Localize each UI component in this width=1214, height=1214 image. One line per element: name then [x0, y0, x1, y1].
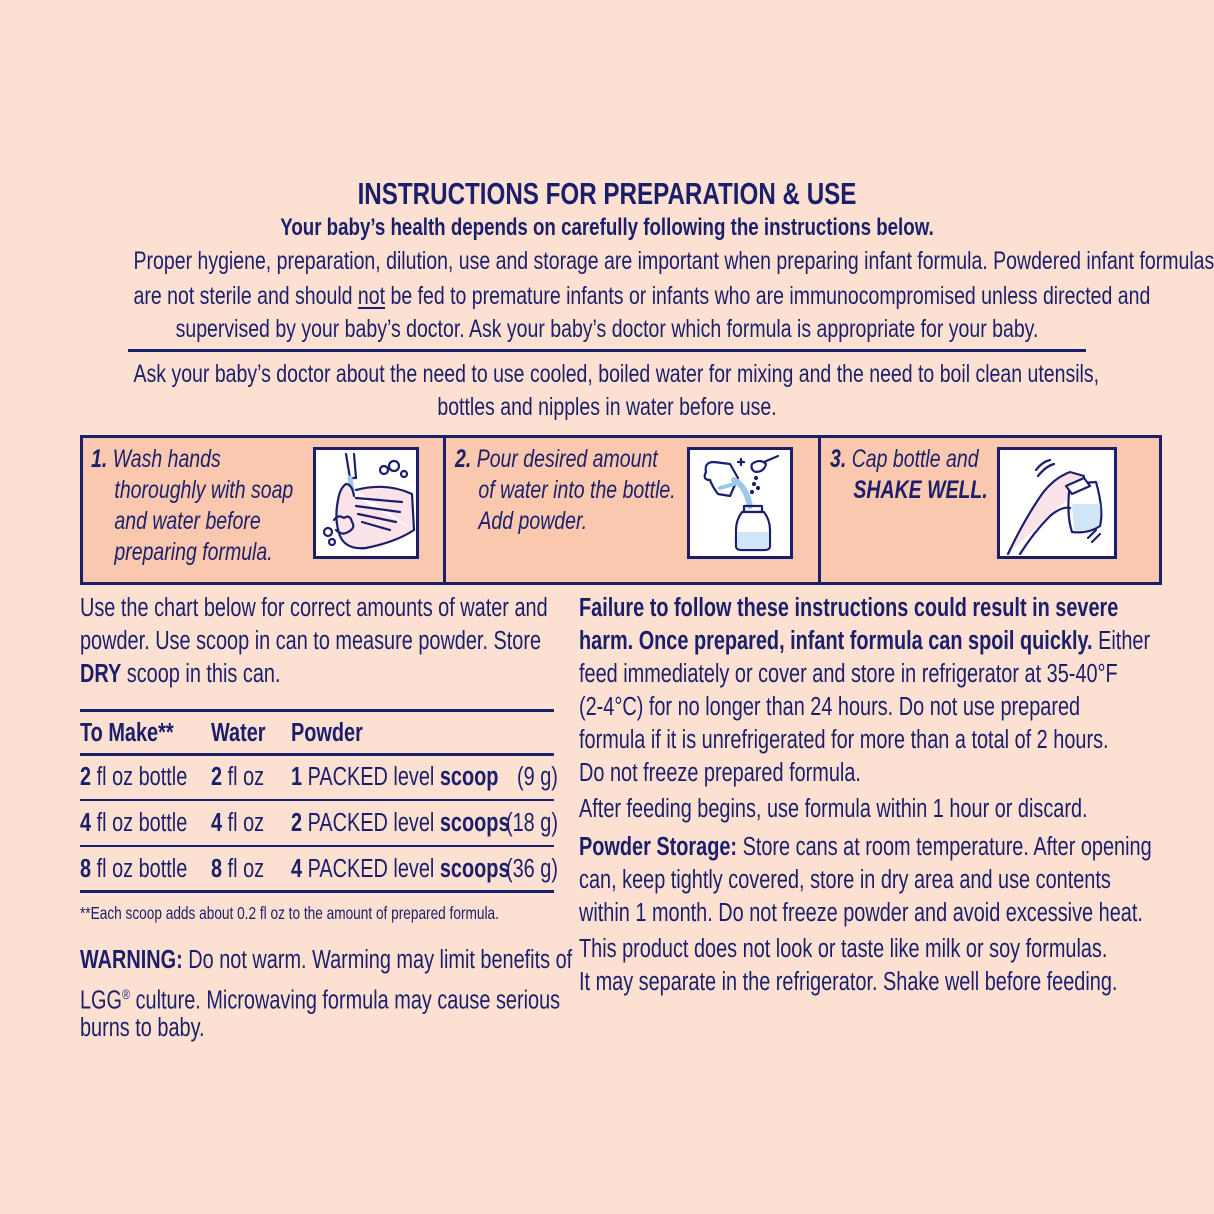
header-powder: Powder — [291, 719, 363, 747]
chart-intro-line-3-rest: scoop in this can. — [121, 660, 281, 688]
chart-intro-line-1: Use the chart below for correct amounts of water and — [80, 594, 548, 622]
product-note-line-2: It may separate in the refrigerator. Shake well before feeding. — [579, 968, 1118, 996]
page-subtitle: Your baby’s health depends on carefully following the instructions below. — [280, 214, 934, 241]
powder-desc: PACKED level — [302, 763, 440, 791]
warning-text: culture. Microwaving formula may cause serious — [130, 986, 561, 1015]
step-line: Wash hands — [112, 445, 221, 473]
storage-line: Do not freeze prepared formula. — [579, 759, 861, 787]
water-unit: fl oz — [222, 809, 265, 837]
header-water: Water — [211, 719, 266, 747]
warning-line-1 — [80, 944, 572, 977]
table-row — [80, 849, 558, 889]
powder-storage-text: Store cans at room temperature. After opening — [737, 833, 1152, 861]
storage-line: (2-4°C) for no longer than 24 hours. Do not use prepared — [579, 693, 1081, 721]
step-divider — [443, 438, 446, 582]
row-rule — [80, 845, 554, 847]
intro-line-1: Proper hygiene, preparation, dilution, use and storage are important when preparing infant formula. Powdered infant formulas — [133, 247, 1214, 275]
powder-desc: PACKED level — [302, 809, 440, 837]
step-line: Add powder. — [478, 507, 588, 535]
powder-unit: scoops — [439, 855, 510, 883]
powder-storage-line-1 — [579, 831, 1152, 864]
powder-grams: (36 g) — [506, 855, 558, 883]
shake-bottle-icon — [997, 447, 1117, 559]
table-row — [80, 757, 558, 797]
pour-water-add-powder-icon — [687, 447, 793, 559]
row-rule — [80, 799, 554, 801]
warning-line-3: burns to baby. — [80, 1014, 205, 1042]
make-unit: fl oz bottle — [91, 855, 188, 883]
make-amount: 8 — [80, 855, 92, 883]
storage-line: formula if it is unrefrigerated for more than a total of 2 hours. — [579, 726, 1109, 754]
spoil-warning: harm. Once prepared, infant formula can spoil quickly. — [579, 627, 1093, 655]
warning-label: WARNING: — [80, 946, 183, 974]
powder-grams: (18 g) — [506, 809, 558, 837]
boil-water-line-1: Ask your baby’s doctor about the need to use cooled, boiled water for mixing and the need to boil clean utensils, — [133, 360, 1100, 388]
step-1 — [91, 444, 350, 568]
failure-warning-line-1: Failure to follow these instructions could result in severe — [579, 594, 1119, 622]
water-unit: fl oz — [222, 763, 265, 791]
step-number: 1. — [91, 445, 108, 473]
powder-storage-line-3: within 1 month. Do not freeze powder and avoid excessive heat. — [579, 899, 1143, 927]
make-unit: fl oz bottle — [91, 763, 188, 791]
powder-storage-label: Powder Storage: — [579, 833, 738, 861]
intro-line-3: supervised by your baby’s doctor. Ask your baby’s doctor which formula is appropriate for your baby. — [175, 315, 1039, 343]
table-footnote: **Each scoop adds about 0.2 fl oz to the amount of prepared formula. — [80, 903, 499, 923]
step-line: and water before — [114, 507, 261, 535]
water-unit: fl oz — [222, 855, 265, 883]
lgg-text: LGG — [80, 986, 123, 1015]
storage-line: feed immediately or cover and store in refrigerator at 35-40°F — [579, 660, 1118, 688]
product-note-line-1: This product does not look or taste like milk or soy formulas. — [579, 935, 1108, 963]
failure-text: Either — [1092, 627, 1151, 655]
step-divider — [818, 438, 821, 582]
table-header-rule — [80, 753, 554, 756]
registered-mark: ® — [122, 986, 131, 1002]
powder-storage-line-2: can, keep tightly covered, store in dry area and use contents — [579, 866, 1111, 894]
powder-amount: 4 — [291, 855, 303, 883]
chart-intro-line-3 — [80, 658, 280, 691]
divider-rule — [128, 349, 1086, 352]
table-bottom-rule — [80, 890, 554, 893]
boil-water-line-2: bottles and nipples in water before use. — [437, 393, 777, 421]
intro-line-2-pre: are not sterile and should — [133, 282, 358, 310]
underlined-not: not — [357, 282, 386, 310]
dry-emphasis: DRY — [80, 660, 122, 688]
table-row — [80, 803, 558, 843]
step-line: thoroughly with soap — [114, 476, 294, 504]
water-amount: 4 — [211, 809, 223, 837]
powder-grams: (9 g) — [517, 763, 558, 791]
failure-warning-line-2 — [579, 625, 1150, 658]
step-line: Pour desired amount — [476, 445, 658, 473]
powder-unit: scoops — [439, 809, 510, 837]
make-amount: 2 — [80, 763, 92, 791]
powder-amount: 1 — [291, 763, 303, 791]
page-title: INSTRUCTIONS FOR PREPARATION & USE — [357, 176, 857, 211]
intro-line-2-post: be fed to premature infants or infants who are immunocompromised unless directed and — [385, 282, 1151, 310]
water-amount: 2 — [211, 763, 223, 791]
hand-washing-icon — [313, 447, 419, 559]
powder-desc: PACKED level — [302, 855, 440, 883]
warning-text: Do not warm. Warming may limit benefits of — [182, 946, 573, 974]
make-unit: fl oz bottle — [91, 809, 188, 837]
after-feeding-line: After feeding begins, use formula within 1 hour or discard. — [579, 795, 1088, 823]
step-line: Cap bottle and — [851, 445, 979, 473]
step-number: 2. — [455, 445, 472, 473]
make-amount: 4 — [80, 809, 92, 837]
table-top-rule — [80, 709, 554, 712]
step-line: preparing formula. — [114, 538, 273, 566]
header-to-make: To Make** — [80, 719, 174, 747]
table-header — [80, 713, 554, 753]
step-line: of water into the bottle. — [478, 476, 676, 504]
step-line-emphasis: SHAKE WELL. — [853, 476, 988, 504]
powder-amount: 2 — [291, 809, 303, 837]
water-amount: 8 — [211, 855, 223, 883]
preparation-steps-panel — [80, 435, 1162, 585]
chart-intro-line-2: powder. Use scoop in can to measure powder. Store — [80, 627, 542, 655]
step-number: 3. — [830, 445, 847, 473]
powder-unit: scoop — [439, 763, 499, 791]
intro-line-2 — [133, 281, 1151, 311]
